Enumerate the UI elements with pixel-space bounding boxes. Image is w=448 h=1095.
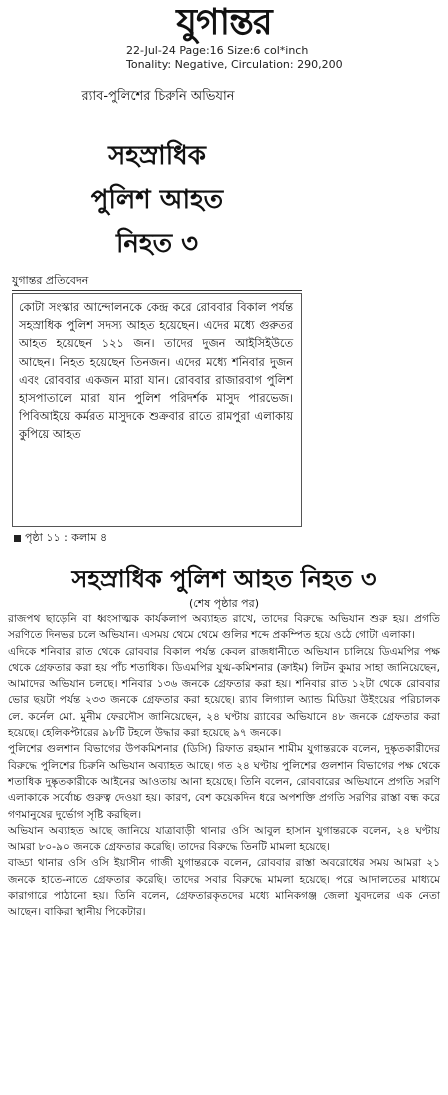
- headline-line: সহস্রাধিক: [108, 141, 206, 171]
- headline-line: পুলিশ আহত: [90, 185, 224, 215]
- front-story-text: কোটা সংস্কার আন্দোলনকে কেন্দ্র করে রোববার বিকাল পর্যন্ত সহস্রাধিক পুলিশ সদস্য আহত হয়েছেন। এদের মধ্যে গুরুতর আহত হয়েছেন ১২১ জন। তাদের দুজন আইসিইউতে আছেন। নিহত হয়েছেন তিনজন। এদের মধ্যে শনিবার দুজন এবং রোববার একজন মারা যান। রোববার রাজারবাগ পুলিশ হাসপাতালে মারা যান পুলিশ পরিদর্শক মাসুদ পারভেজ। পিবিআইয়ে কর্মরত মাসুদকে শুক্রবার রাতে রামপুরা এলাকায় কুপিয়ে আহত: [19, 300, 293, 442]
- newspaper-masthead: যুগান্তর: [176, 1, 272, 43]
- square-bullet-icon: [14, 535, 21, 542]
- headline-line: নিহত ৩: [115, 229, 199, 259]
- front-story-box: [12, 293, 302, 527]
- article-paragraph: পুলিশের গুলশান বিভাগের উপকমিশনার (ডিসি) রিফাত রহমান শামীম যুগান্তরকে বলেন, দুষ্কৃতকারীদের বিরুদ্ধে পুলিশের চিরুনি অভিযান অব্যাহত আছে। গত ২৪ ঘণ্টায় পুলিশের গুলশান বিভাগের পক্ষ থেকে শতাধিক দুষ্কৃতকারীকে আইনের আওতায় আনা হয়েছে। তিনি বলেন, রোববারের অভিযানে প্রগতি সরণি এলাকাকে সর্বোচ্চ গুরুত্ব দেওয়া হয়। কারণ, বেশ কয়েকদিন ধরে অপশক্তি প্রগতি সরণির রাস্তা বন্ধ করে গণমানুষের দুর্ভোগ সৃষ্টি করছিল।: [8, 743, 440, 821]
- kicker: র‌্যাব-পুলিশের চিরুনি অভিযান: [81, 89, 235, 104]
- jump-article: [8, 611, 440, 921]
- article-paragraph: রাজপথ ছাড়েনি বা ধ্বংসাত্মক কার্যকলাপ অব্যাহত রাখে, তাদের বিরুদ্ধে অভিযান শুরু হয়। প্রগতি সরণিতে দিনভর চলে অভিযান। এসময় থেমে থেমে গুলির শব্দে প্রকম্পিত হয়ে ওঠে গোটা এলাকা।: [8, 613, 440, 642]
- article-paragraph: বাড্ডা থানার ওসি ওসি ইয়াসীন গাজী যুগান্তরকে বলেন, রোববার রাস্তা অবরোধের সময় আমরা ২১ জনকে হাতে-নাতে গ্রেফতার করেছি। তাদের সবার বিরুদ্ধে মামলা হয়েছে। পরে আদালতের মাধ্যমে কারাগারে পাঠানো হয়। তিনি বলেন, গ্রেফতারকৃতদের মধ্যে মানিকগঞ্জ জেলা যুবদলের এক নেতা আছেন। বাকিরা স্থানীয় পিকেটার।: [8, 857, 440, 919]
- byline: যুগান্তর প্রতিবেদন: [12, 273, 302, 291]
- continued-on: [14, 531, 107, 545]
- continued-label: পৃষ্ঠা ১১ : কলাম ৪: [25, 531, 108, 544]
- article-paragraph: অভিযান অব্যাহত আছে জানিয়ে যাত্রাবাড়ী থানার ওসি আবুল হাসান যুগান্তরকে বলেন, ২৪ ঘণ্টায় আমরা ৮০-৯০ জনকে গ্রেফতার করেছি। তাদের বিরুদ্ধে তিনটি মামলা হয়েছে।: [8, 824, 440, 854]
- clipping-tonality-line: Tonality: Negative, Circulation: 290,200: [126, 58, 343, 71]
- jump-subtag: (শেষ পৃষ্ঠার পর): [188, 597, 259, 610]
- clipping-meta-line: 22-Jul-24 Page:16 Size:6 col*inch: [126, 44, 309, 57]
- article-paragraph: এদিকে শনিবার রাত থেকে রোববার বিকাল পর্যন্ত কেবল রাজধানীতে অভিযান চালিয়ে ডিএমপির পক্ষ থেকে গ্রেফতার করা হয় পাঁচ শতাধিক। ডিএমপির যুগ্ম-কমিশনার (ক্রাইম) লিটন কুমার সাহা জানিয়েছেন, আমাদের অভিযান চলছে। শনিবার ১৩৬ জনকে গ্রেফতার করা হয়। শনিবার রাত ১২টা থেকে রোববার ভোর ছয়টা পর্যন্ত ২৩৩ জনকে গ্রেফতার করা হয়েছে। র‌্যাব লিগ্যাল অ্যান্ড মিডিয়া উইংয়ের পরিচালক লে. কর্নেল মো. মুনীম ফেরদৌস জানিয়েছেন, ২৪ ঘণ্টায় র‌্যাবের অভিযানে ৪৮ জনকে গ্রেফতার করা হয়েছে। হেলিকপ্টারের ৯৮টি টহলে উদ্ধার করা হয়েছে ৯৭ জনকে।: [8, 645, 440, 740]
- jump-headline: সহস্রাধিক পুলিশ আহত নিহত ৩: [71, 565, 377, 593]
- front-headline: [12, 134, 302, 266]
